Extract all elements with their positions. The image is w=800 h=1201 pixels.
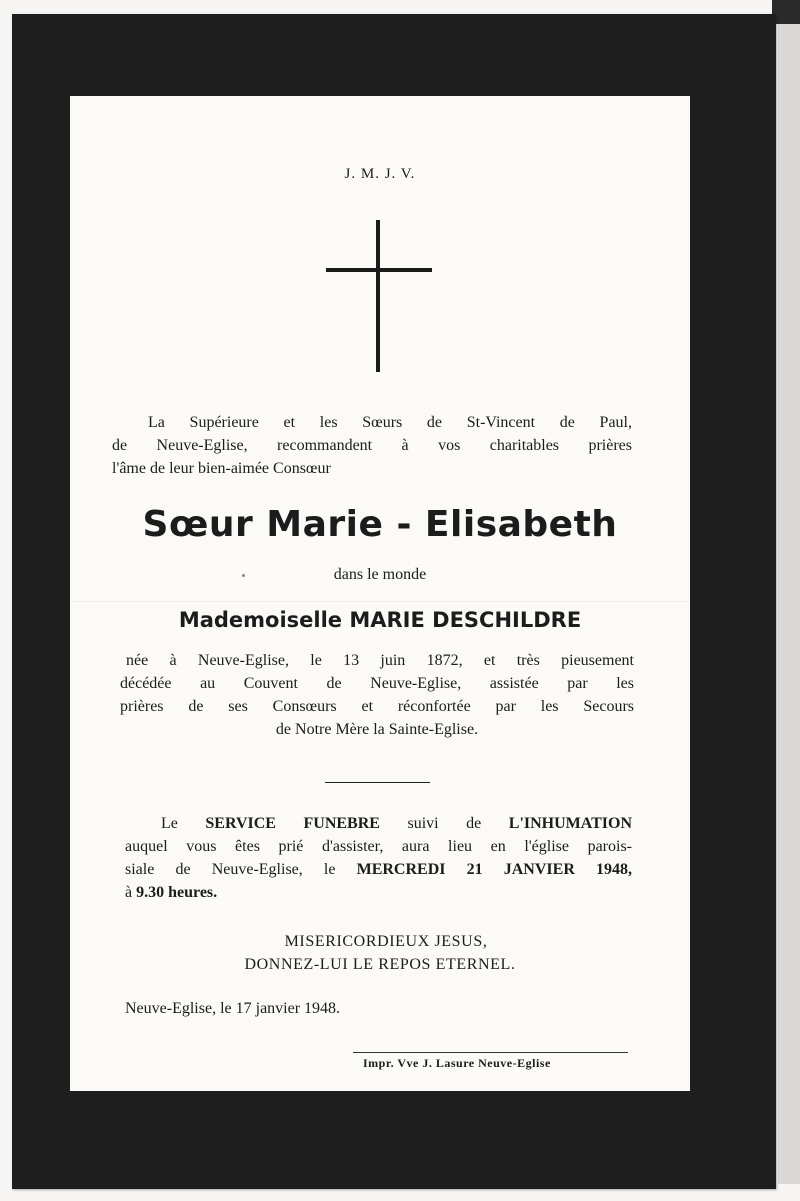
place-date: Neuve-Eglise, le 17 janvier 1948.	[125, 1000, 341, 1017]
intro-line: l'âme de leur bien-aimée Consœur	[112, 460, 331, 477]
in-the-world: dans le monde	[333, 566, 427, 583]
service-time: 9.30 heures.	[136, 884, 218, 901]
printer-credit: Impr. Vve J. Lasure Neuve-Eglise	[363, 1056, 551, 1070]
service-line-3: siale de Neuve-Eglise, le MERCREDI 21 JANVIER 1948,	[125, 861, 633, 878]
birth-paragraph	[120, 649, 634, 741]
religious-name: Sœur Marie - Elisabeth	[142, 504, 618, 545]
service-paragraph	[125, 812, 632, 904]
initials: J. M. J. V.	[344, 166, 416, 182]
civil-name: Mademoiselle MARIE DESCHILDRE	[178, 608, 582, 632]
service-funebre: SERVICE FUNEBRE	[205, 815, 380, 832]
prayer-line: DONNEZ-LUI LE REPOS ETERNEL.	[244, 956, 516, 973]
service-line-4: à 9.30 heures.	[125, 884, 218, 901]
service-line-1: Le SERVICE FUNEBRE suivi de L'INHUMATION	[161, 815, 633, 832]
intro-line: de Neuve-Eglise, recommandent à vos charitables prières	[112, 437, 632, 454]
divider	[325, 782, 430, 783]
intro-line: La Supérieure et les Sœurs de St-Vincent de Paul,	[148, 414, 632, 431]
fold-line	[70, 601, 690, 602]
birth-line: prières de ses Consœurs et réconfortée par les Secours	[120, 698, 634, 715]
birth-line: née à Neuve-Eglise, le 13 juin 1872, et très pieusement	[126, 652, 634, 669]
service-date: MERCREDI 21 JANVIER 1948,	[356, 861, 633, 878]
scan-right-strip	[778, 24, 800, 1184]
prayer	[70, 930, 690, 976]
cross-icon-bar	[326, 268, 432, 272]
intro-paragraph	[112, 411, 632, 480]
memorial-card	[70, 96, 690, 1091]
birth-line: de Notre Mère la Sainte-Eglise.	[275, 721, 479, 738]
printer-divider	[353, 1052, 628, 1053]
inhumation: L'INHUMATION	[508, 815, 633, 832]
scan-corner	[772, 0, 800, 24]
birth-line: décédée au Couvent de Neuve-Eglise, assistée par les	[120, 675, 634, 692]
cross-icon	[376, 220, 380, 372]
service-line-2: auquel vous êtes prié d'assister, aura lieu en l'église parois-	[125, 838, 632, 855]
prayer-line: MISERICORDIEUX JESUS,	[284, 933, 488, 950]
